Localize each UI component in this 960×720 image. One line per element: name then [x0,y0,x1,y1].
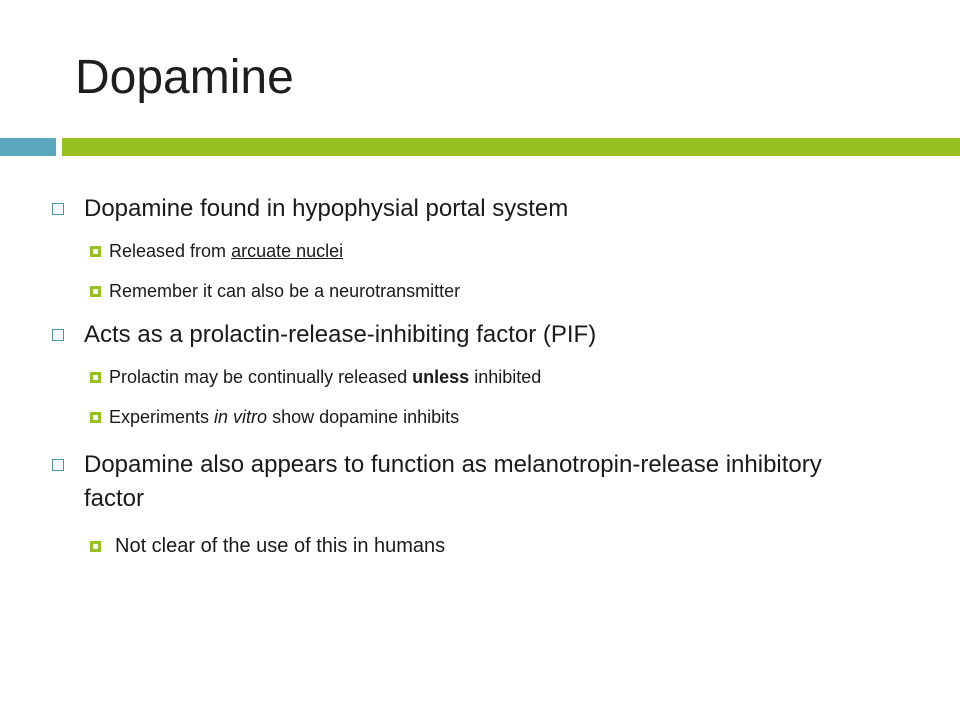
square-outline-bullet-icon [52,459,64,471]
text-prefix: Prolactin may be continually released [109,367,413,387]
bullet-text: Dopamine found in hypophysial portal system [84,195,569,222]
underlined-term: arcuate nuclei [231,241,344,261]
subbullet-neurotransmitter [90,278,460,304]
bullet-text: Dopamine also appears to function as melanotropin-release inhibitory factor [84,451,822,512]
subbullet-text: Not clear of the use of this in humans [115,535,446,557]
bullet-text: Acts as a prolactin-release-inhibiting factor (PIF) [84,321,597,348]
subbullet-in-vitro [90,404,459,430]
bullet-melanotropin [52,448,864,516]
bullet-dopamine-portal [52,192,864,226]
square-outline-bullet-icon [52,203,64,215]
bullet-pif [52,318,864,352]
square-filled-bullet-icon [90,412,101,423]
subbullet-text [109,238,343,264]
subbullet-prolactin [90,364,541,390]
text-suffix: show dopamine inhibits [267,407,460,427]
slide-title: Dopamine [75,51,294,104]
text-prefix: Released from [109,241,232,261]
subbullet-arcuate [90,238,343,264]
text-suffix: inhibited [469,367,542,387]
italic-term: in vitro [214,407,268,427]
square-filled-bullet-icon [90,541,101,552]
text-prefix: Experiments [109,407,215,427]
subbullet-humans [90,533,445,559]
square-filled-bullet-icon [90,286,101,297]
square-outline-bullet-icon [52,329,64,341]
subbullet-text [109,364,541,390]
subbullet-text: Remember it can also be a neurotransmitter [109,281,461,301]
square-filled-bullet-icon [90,372,101,383]
subbullet-text [109,404,459,430]
square-filled-bullet-icon [90,246,101,257]
bold-term: unless [412,367,470,387]
